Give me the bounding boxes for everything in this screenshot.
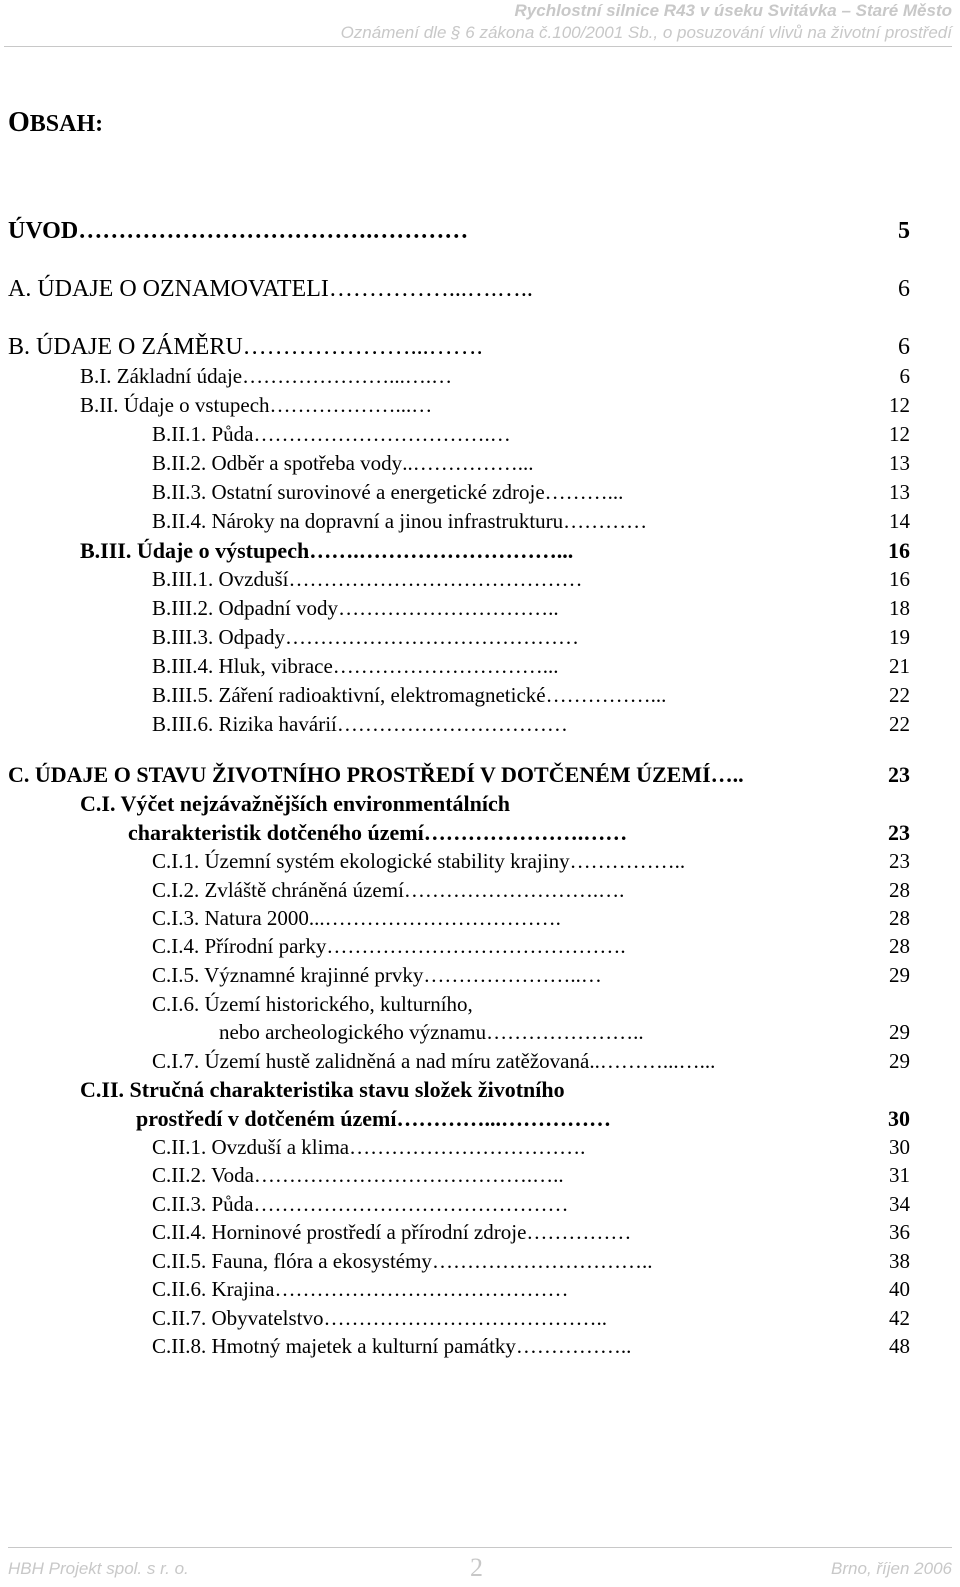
toc-entry-dots: ……………………….…. xyxy=(403,878,625,902)
toc-entry xyxy=(152,712,910,737)
toc-entry-page: 13 xyxy=(889,480,910,504)
toc-entry-page: 14 xyxy=(889,509,910,533)
toc-entry-page: 29 xyxy=(889,963,910,987)
toc-entry-page: 12 xyxy=(889,393,910,417)
toc-entry-page: 16 xyxy=(888,538,910,563)
toc-entry-dots: …….………………………... xyxy=(309,538,574,563)
page-header xyxy=(4,0,952,47)
toc-entry-label: C.II. Stručná charakteristika stavu složek životního xyxy=(80,1077,565,1102)
toc-entry-label: C.I. Výčet nejzávažnějších environmentálních xyxy=(80,791,510,816)
toc-entry xyxy=(152,480,910,505)
toc-entry xyxy=(136,1106,910,1132)
toc-entry xyxy=(128,820,910,846)
toc-entry-label: C.II.2. Voda xyxy=(152,1163,254,1187)
toc-entry-label: B.III.4. Hluk, vibrace xyxy=(152,654,333,678)
toc-entry-leader xyxy=(526,1220,883,1245)
toc-entry-leader xyxy=(432,1249,883,1274)
toc-entry-label: B.III.1. Ovzduší xyxy=(152,567,289,591)
toc-entry-label: B. ÚDAJE O ZÁMĚRU xyxy=(8,334,243,360)
footer-rule xyxy=(8,1547,952,1548)
toc-entry-page: 38 xyxy=(889,1249,910,1273)
toc-entry-label: B.II. Údaje o vstupech xyxy=(80,393,270,417)
toc-entry-label: C.II.7. Obyvatelstvo xyxy=(152,1306,324,1330)
toc-entry-leader xyxy=(323,1306,883,1331)
toc-entry-page: 30 xyxy=(888,1106,910,1131)
toc-entry xyxy=(152,906,910,931)
toc-entry-label: C.I.1. Územní systém ekologické stability krajiny xyxy=(152,849,570,873)
toc-entry-page: 36 xyxy=(889,1220,910,1244)
header-project-title: Rychlostní silnice R43 v úseku Svitávka – Staré Město xyxy=(514,1,952,20)
toc-entry xyxy=(80,364,910,389)
toc-entry-leader xyxy=(589,1049,883,1074)
toc-entry xyxy=(8,334,910,361)
toc-entry xyxy=(152,596,910,621)
toc-entry xyxy=(152,1306,910,1331)
toc-entry-dots: ………... xyxy=(544,480,624,504)
toc-entry-leader xyxy=(78,218,892,245)
toc-entry-leader xyxy=(337,712,883,737)
header-notice: Oznámení dle § 6 zákona č.100/2001 Sb., o posuzování vlivů na životní prostředí xyxy=(340,23,952,42)
toc-entry-label: C.I.6. Území historického, kulturního, xyxy=(152,992,473,1016)
toc-entry-leader xyxy=(243,334,892,361)
toc-entry xyxy=(152,849,910,874)
toc-entry-page: 34 xyxy=(889,1192,910,1216)
toc-entry-leader xyxy=(329,276,892,303)
toc-entry-label: B.I. Základní údaje xyxy=(80,364,243,388)
toc-entry-label: B.III.3. Odpady xyxy=(152,625,285,649)
toc-entry-dots: ……………………………. xyxy=(349,1135,586,1159)
toc-entry xyxy=(80,791,910,817)
toc-entry-dots: ……………... xyxy=(545,683,667,707)
footer-company: HBH Projekt spol. s r. o. xyxy=(8,1559,189,1578)
toc-entry-dots: …………….. xyxy=(515,1334,632,1358)
toc-entry-label: prostředí v dotčeném území xyxy=(136,1106,397,1131)
page-footer xyxy=(8,1547,952,1587)
toc-entry-dots: …………...…………… xyxy=(396,1106,611,1131)
toc-entry-page: 28 xyxy=(889,878,910,902)
toc-entry-page: 30 xyxy=(889,1135,910,1159)
toc-entry-leader xyxy=(309,538,882,564)
toc-entry-dots: ….. xyxy=(710,762,744,787)
toc-entry xyxy=(152,878,910,903)
toc-entry-dots: ………………………………….. xyxy=(323,1306,607,1330)
toc-entry-leader xyxy=(288,567,883,592)
toc-entry-page: 19 xyxy=(889,625,910,649)
toc-entry-label: B.III. Údaje o výstupech xyxy=(80,538,310,563)
toc-entry-page: 48 xyxy=(889,1334,910,1358)
toc-entry-leader xyxy=(424,820,882,846)
toc-entry-label: B.III.2. Odpadní vody xyxy=(152,596,339,620)
toc-entry xyxy=(152,1277,910,1302)
toc-entry xyxy=(152,625,910,650)
toc-entry-label: C.II.5. Fauna, flóra a ekosystémy xyxy=(152,1249,432,1273)
toc-entry-page: 5 xyxy=(898,218,910,244)
toc-entry xyxy=(8,762,910,788)
toc-entry-label: C. ÚDAJE O STAVU ŽIVOTNÍHO PROSTŘEDÍ V DOTČENÉM ÚZEMÍ xyxy=(8,762,711,787)
toc-entry-label: B.III.6. Rizika havárií xyxy=(152,712,337,736)
toc-entry-label: nebo archeologického významu xyxy=(219,1020,487,1044)
toc-entry-dots: …………………...……. xyxy=(242,334,483,360)
toc-entry-dots: ………………….…… xyxy=(423,820,628,845)
toc-entry-dots: ………………………………….….. xyxy=(253,1163,564,1187)
toc-entry-dots: …………………..… xyxy=(423,963,602,987)
toc-entry xyxy=(152,683,910,708)
toc-entry-dots: ………………………….. xyxy=(431,1249,653,1273)
toc-entry-page: 22 xyxy=(889,712,910,736)
toc-entry-dots: …………….. xyxy=(569,849,686,873)
toc-entry-leader xyxy=(242,364,893,389)
toc-entry xyxy=(152,654,910,679)
toc-entry-leader xyxy=(570,849,883,874)
toc-entry xyxy=(152,1163,910,1188)
toc-entry xyxy=(152,1135,910,1160)
toc-entry-page: 16 xyxy=(889,567,910,591)
toc-entry xyxy=(219,1020,910,1045)
toc-entry-page: 6 xyxy=(899,364,910,388)
toc-entry-label: B.II.2. Odběr a spotřeba vody xyxy=(152,451,403,475)
toc-entry-leader xyxy=(486,1020,883,1045)
toc-entry-dots: …………………………… xyxy=(336,712,568,736)
toc-entry xyxy=(80,538,910,564)
toc-entry-leader xyxy=(545,480,883,505)
toc-entry-label: C.II.8. Hmotný majetek a kulturní památky xyxy=(152,1334,516,1358)
toc-entry xyxy=(152,509,910,534)
toc-entry-label: C.I.2. Zvláště chráněná území xyxy=(152,878,404,902)
toc-entry-page: 21 xyxy=(889,654,910,678)
toc-entry-leader xyxy=(309,906,883,931)
toc-entry xyxy=(152,1220,910,1245)
toc-entry-dots: ………………...… xyxy=(269,393,433,417)
toc-entry-label: C.II.4. Horninové prostředí a přírodní zdroje xyxy=(152,1220,527,1244)
toc-entry-leader xyxy=(326,934,883,959)
toc-entry-leader xyxy=(397,1106,883,1132)
toc-entry-page: 6 xyxy=(898,334,910,360)
toc-entry-label: ÚVOD xyxy=(8,218,79,244)
toc-entry-label: C.I.3. Natura 2000 xyxy=(152,906,309,930)
toc-entry-page: 29 xyxy=(889,1049,910,1073)
toc-entry-leader xyxy=(333,654,883,679)
toc-entry xyxy=(152,1049,910,1074)
toc-entry-leader xyxy=(404,878,883,903)
toc-entry-page: 23 xyxy=(888,820,910,845)
toc-entry-dots: …………………………... xyxy=(332,654,559,678)
toc-entry-page: 28 xyxy=(889,934,910,958)
toc-entry xyxy=(152,992,910,1017)
toc-entry xyxy=(152,1192,910,1217)
toc-entry-leader xyxy=(349,1135,883,1160)
toc-entry xyxy=(152,567,910,592)
toc-entry xyxy=(80,393,910,418)
toc-entry-label: C.II.1. Ovzduší a klima xyxy=(152,1135,350,1159)
toc-entry-page: 31 xyxy=(889,1163,910,1187)
toc-entry-leader xyxy=(546,683,883,708)
toc-entry-label: C.II.6. Krajina xyxy=(152,1277,275,1301)
toc-entry-label: A. ÚDAJE O OZNAMOVATELI xyxy=(8,276,329,302)
toc-entry xyxy=(8,218,910,245)
toc-entry-page: 28 xyxy=(889,906,910,930)
toc-entry-leader xyxy=(516,1334,883,1359)
toc-entry-page: 42 xyxy=(889,1306,910,1330)
toc-entry-dots: …………………………………… xyxy=(284,625,579,649)
toc-entry-dots: ..……………... xyxy=(402,451,534,475)
toc-entry-label: C.I.7. Území hustě zalidněná a nad míru zatěžovaná xyxy=(152,1049,590,1073)
toc-entry-label: B.II.4. Nároky na dopravní a jinou infrastrukturu xyxy=(152,509,564,533)
header-rule xyxy=(4,46,952,47)
toc-entry-dots: …………………...….… xyxy=(242,364,453,388)
toc-entry-label: C.I.5. Významné krajinné prvky xyxy=(152,963,424,987)
toc-entry-leader xyxy=(563,509,883,534)
toc-entry-leader xyxy=(254,1192,884,1217)
toc-entry-leader xyxy=(254,422,884,447)
toc-entry-dots: ……………...….….. xyxy=(328,276,533,302)
toc-entry-leader xyxy=(285,625,883,650)
toc-entry-dots: …………………………………… xyxy=(274,1277,569,1301)
toc-entry xyxy=(8,276,910,303)
toc-entry-dots: ..………...…... xyxy=(589,1049,716,1073)
toc-entry xyxy=(152,1334,910,1359)
footer-place-date: Brno, říjen 2006 xyxy=(831,1559,952,1578)
toc-entry-page: 23 xyxy=(889,849,910,873)
toc-entry-page: 12 xyxy=(889,422,910,446)
toc-entry-label: B.II.3. Ostatní surovinové a energetické zdroje xyxy=(152,480,545,504)
toc-entry-label: C.I.4. Přírodní parky xyxy=(152,934,327,958)
toc-entry-leader xyxy=(338,596,883,621)
toc-entry-dots: ……………………………………. xyxy=(326,934,626,958)
toc-entry-dots: …………………………………… xyxy=(288,567,583,591)
toc-entry-page: 23 xyxy=(888,762,910,787)
toc-entry-dots: ………………………….. xyxy=(338,596,559,620)
contents-title: OBSAH: xyxy=(8,107,104,138)
toc-entry-dots: ………… xyxy=(563,509,648,533)
toc-entry-page: 29 xyxy=(889,1020,910,1044)
toc-entry-page: 40 xyxy=(889,1277,910,1301)
toc-entry-page: 18 xyxy=(889,596,910,620)
toc-entry-dots: ………………….. xyxy=(486,1020,644,1044)
toc-entry-label: C.II.3. Půda xyxy=(152,1192,254,1216)
toc-entry xyxy=(152,963,910,988)
toc-entry-leader xyxy=(274,1277,883,1302)
toc-entry xyxy=(152,1249,910,1274)
toc-entry-dots: ……………………………….………… xyxy=(78,218,469,244)
toc-entry-leader xyxy=(402,451,883,476)
toc-entry-leader xyxy=(254,1163,883,1188)
toc-entry-dots: …………… xyxy=(526,1220,632,1244)
toc-entry-label: B.II.1. Půda xyxy=(152,422,254,446)
toc-entry-dots: ……………………………………… xyxy=(253,1192,569,1216)
toc-entry-leader xyxy=(423,963,883,988)
toc-entry xyxy=(152,422,910,447)
toc-entry-leader xyxy=(711,762,882,788)
toc-entry-leader xyxy=(270,393,883,418)
toc-entry xyxy=(80,1077,910,1103)
toc-entry-dots: ...……………………………. xyxy=(308,906,561,930)
toc-entry-page: 22 xyxy=(889,683,910,707)
toc-entry-dots: …………………………….… xyxy=(253,422,511,446)
toc-entry-label: charakteristik dotčeného území xyxy=(128,820,424,845)
footer-page-number: 2 xyxy=(470,1553,483,1582)
toc-entry xyxy=(152,934,910,959)
toc-entry-label: B.III.5. Záření radioaktivní, elektromagnetické xyxy=(152,683,546,707)
toc-entry xyxy=(152,451,910,476)
toc-entry-page: 6 xyxy=(898,276,910,302)
toc-entry-page: 13 xyxy=(889,451,910,475)
